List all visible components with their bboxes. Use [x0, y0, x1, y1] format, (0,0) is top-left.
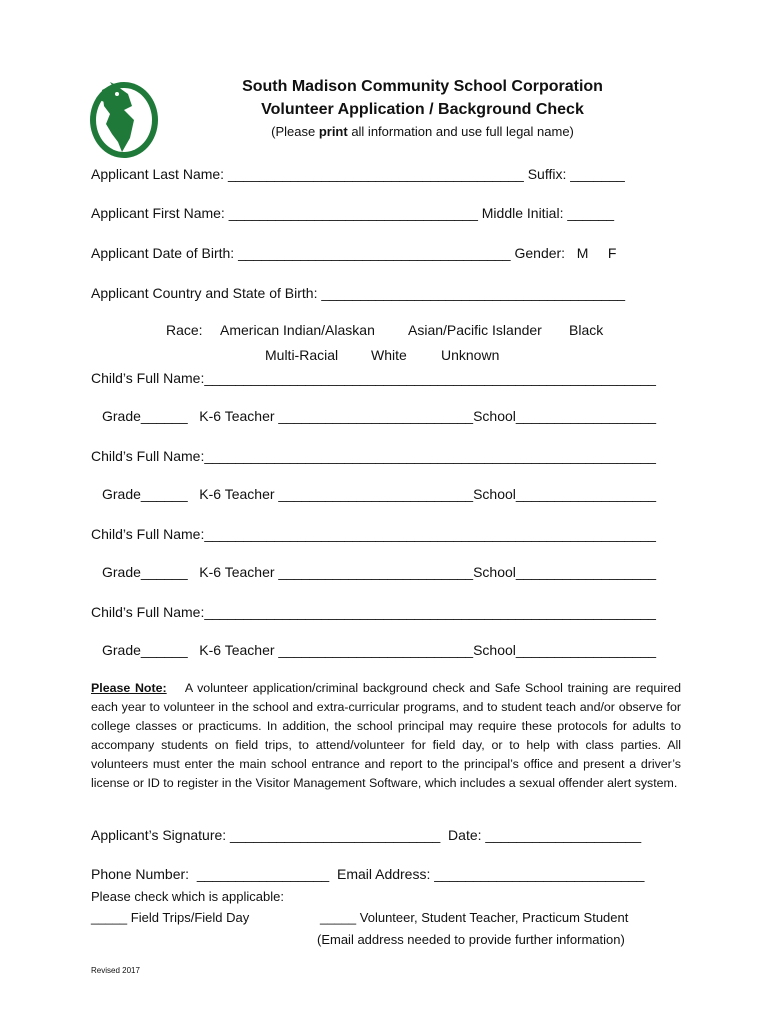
- signature-date-field[interactable]: Applicant’s Signature: ___________________________ Date: ____________________: [91, 827, 642, 843]
- last-name-field[interactable]: Applicant Last Name: ______________________________________ Suffix: _______: [91, 166, 625, 182]
- revised-date: Revised 2017: [91, 966, 140, 975]
- race-option[interactable]: Asian/Pacific Islander: [408, 322, 542, 338]
- please-note-text: A volunteer application/criminal background check and Safe School training are required each year to volunteer in the school and extra-curricular programs, and to student teach and/or observe for college classes or practicums. In addition, the school principal may require these protocols for adults to accompany students on field trips, to attend/volunteer for field day, or to help with class parties. All volunteers must enter the main school entrance and report to the principal’s office and present a driver’s license or ID to register in the Visitor Management Software, which includes a sexual offender alert system.: [91, 681, 682, 791]
- child-grade-teacher-school-field[interactable]: Grade______ K-6 Teacher _________________________School__________________: [102, 642, 657, 658]
- child-name-field[interactable]: Child’s Full Name:__________________________________________________________: [91, 526, 656, 542]
- child-name-field[interactable]: Child’s Full Name:__________________________________________________________: [91, 604, 656, 620]
- form-instructions: (Please print all information and use full legal name): [271, 124, 574, 139]
- child-name-field[interactable]: Child’s Full Name:__________________________________________________________: [91, 370, 656, 386]
- please-note-paragraph: [91, 679, 681, 794]
- race-option[interactable]: American Indian/Alaskan: [220, 322, 375, 338]
- child-name-field[interactable]: Child’s Full Name:__________________________________________________________: [91, 448, 656, 464]
- field-trips-option[interactable]: _____ Field Trips/Field Day: [91, 910, 250, 925]
- child-grade-teacher-school-field[interactable]: Grade______ K-6 Teacher _________________________School__________________: [102, 408, 657, 424]
- first-name-field[interactable]: Applicant First Name: ________________________________ Middle Initial: ______: [91, 205, 615, 221]
- country-state-birth-field[interactable]: Applicant Country and State of Birth: _______________________________________: [91, 285, 626, 301]
- check-prompt: Please check which is applicable:: [91, 889, 284, 904]
- race-option[interactable]: White: [371, 347, 407, 363]
- organization-title: South Madison Community School Corporation: [242, 78, 603, 95]
- email-needed-note: (Email address needed to provide further information): [317, 932, 625, 947]
- child-grade-teacher-school-field[interactable]: Grade______ K-6 Teacher _________________________School__________________: [102, 564, 657, 580]
- volunteer-option[interactable]: _____ Volunteer, Student Teacher, Practicum Student: [320, 910, 629, 925]
- race-option[interactable]: Unknown: [441, 347, 500, 363]
- please-note-label: Please Note:: [91, 681, 167, 695]
- child-grade-teacher-school-field[interactable]: Grade______ K-6 Teacher _________________________School__________________: [102, 486, 657, 502]
- form-title: Volunteer Application / Background Check: [261, 101, 584, 118]
- phone-email-field[interactable]: Phone Number: _________________ Email Address: ___________________________: [91, 866, 645, 882]
- race-option[interactable]: Multi-Racial: [265, 347, 339, 363]
- race-option[interactable]: Black: [569, 322, 604, 338]
- race-label: Race:: [166, 322, 203, 338]
- date-of-birth-field[interactable]: Applicant Date of Birth: ___________________________________ Gender: M F: [91, 245, 617, 261]
